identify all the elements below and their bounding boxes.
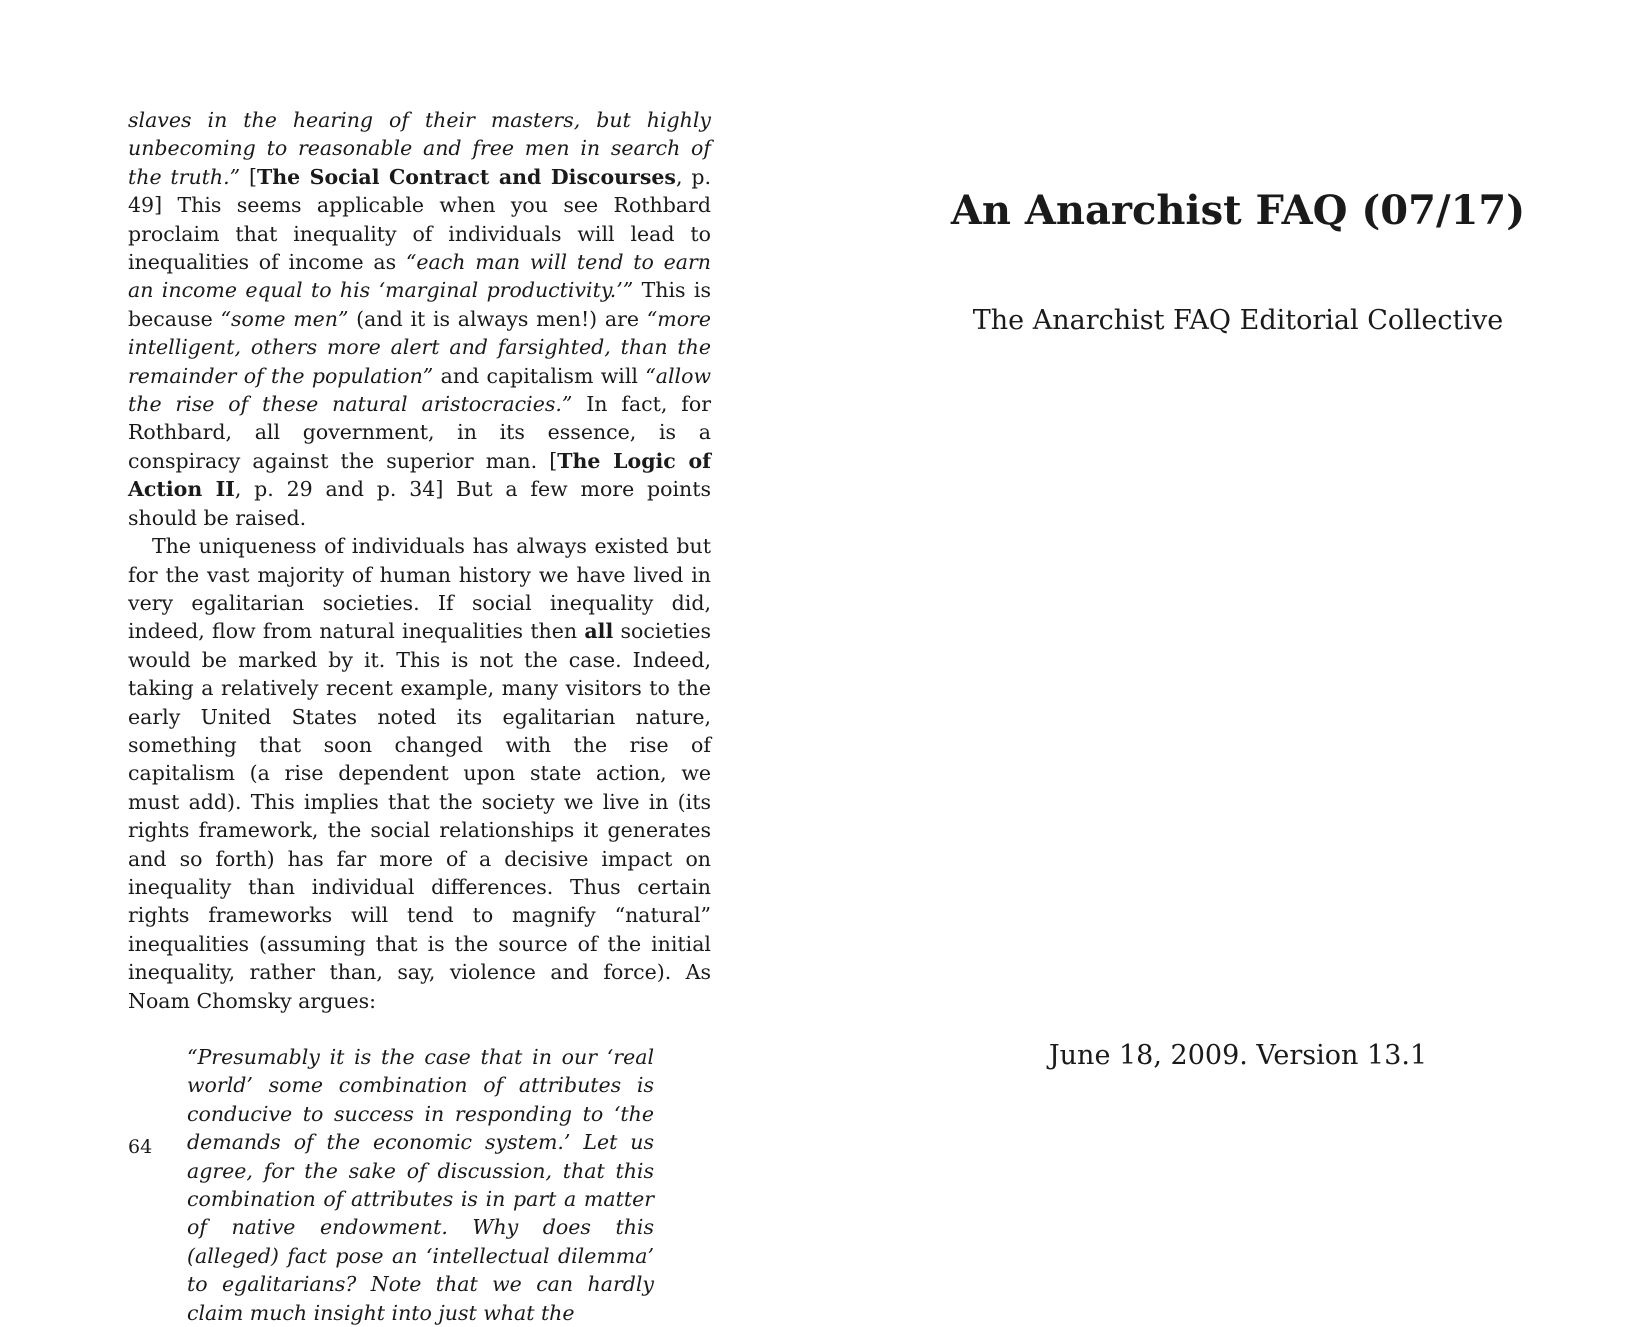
- paragraph: [128, 106, 711, 532]
- book-title-heading: An Anarchist FAQ (07/17): [950, 187, 1526, 234]
- text-run: This is because: [128, 278, 711, 331]
- quote-fragment: “each man will tend to earn an income equal to his ‘marginal productivity.’”: [128, 250, 712, 303]
- date-version: June 18, 2009. Version 13.1: [1048, 1040, 1428, 1071]
- text-run: [: [240, 164, 257, 189]
- text-run: societies would be marked by it. This is not the case. Indeed, taking a relatively recent example, many visitors to the early United States noted its egalitarian nature, something that soon changed with the rise of capitalism (a rise dependent upon state action, we must add). This implies that the society we live in (its rights framework, the social relationships it generates and so forth) has far more of a decisive impact on inequality than individual differences. Thus certain rights frameworks will tend to magnify “natural” inequalities (assuming that is the source of the initial inequality, rather than, say, violence and force). As Noam Chomsky argues:: [128, 619, 711, 1013]
- text-run: , p. 29 and p. 34] But a few more points should be raised.: [128, 477, 711, 530]
- book-title: The Social Contract and Discourses: [257, 164, 676, 189]
- book-title: The Logic of Action II: [128, 448, 711, 502]
- right-page: [825, 0, 1651, 1275]
- text-run: In fact, for Rothbard, all government, in its essence, is a conspiracy against the superior man. [: [128, 392, 711, 473]
- text-run: , p. 49] This seems applicable when you see Rothbard proclaim that inequality of individuals will lead to inequalities of income as: [128, 164, 712, 275]
- quote-fragment: “allow the rise of these natural aristocracies.”: [128, 363, 711, 417]
- quote-fragment: slaves in the hearing of their masters, but highly unbecoming to reasonable and free men in search of the truth.”: [128, 108, 711, 189]
- left-page: [0, 0, 825, 1325]
- author-line: The Anarchist FAQ Editorial Collective: [972, 305, 1504, 336]
- text-run: (and it is always men!) are: [348, 306, 647, 331]
- quote-fragment: “more intelligent, others more alert and farsighted, than the remainder of the population”: [128, 306, 711, 388]
- paragraph: [128, 532, 711, 1015]
- text-run: The uniqueness of individuals has always existed but for the vast majority of human history we have lived in very egalitarian societies. If social inequality did, indeed, flow from natural inequalities then: [128, 534, 711, 644]
- emphasis-word: all: [584, 619, 614, 644]
- text-run: and capitalism will: [433, 363, 646, 388]
- blockquote: “Presumably it is the case that in our ‘real world’ some combination of attributes is conducive to success in responding to ‘the demands of the economic system.’ Let us agree, for the sake of discussion, that this combination of attributes is in part a matter of native endowment. Why does this (alleged) fact pose an ‘intellectual dilemma’ to egalitarians? Note that we can hardly claim much insight into just what the: [187, 1045, 654, 1325]
- body-text-column: [128, 106, 711, 1327]
- quote-fragment: “some men”: [220, 306, 349, 331]
- page-number: 64: [128, 1136, 153, 1158]
